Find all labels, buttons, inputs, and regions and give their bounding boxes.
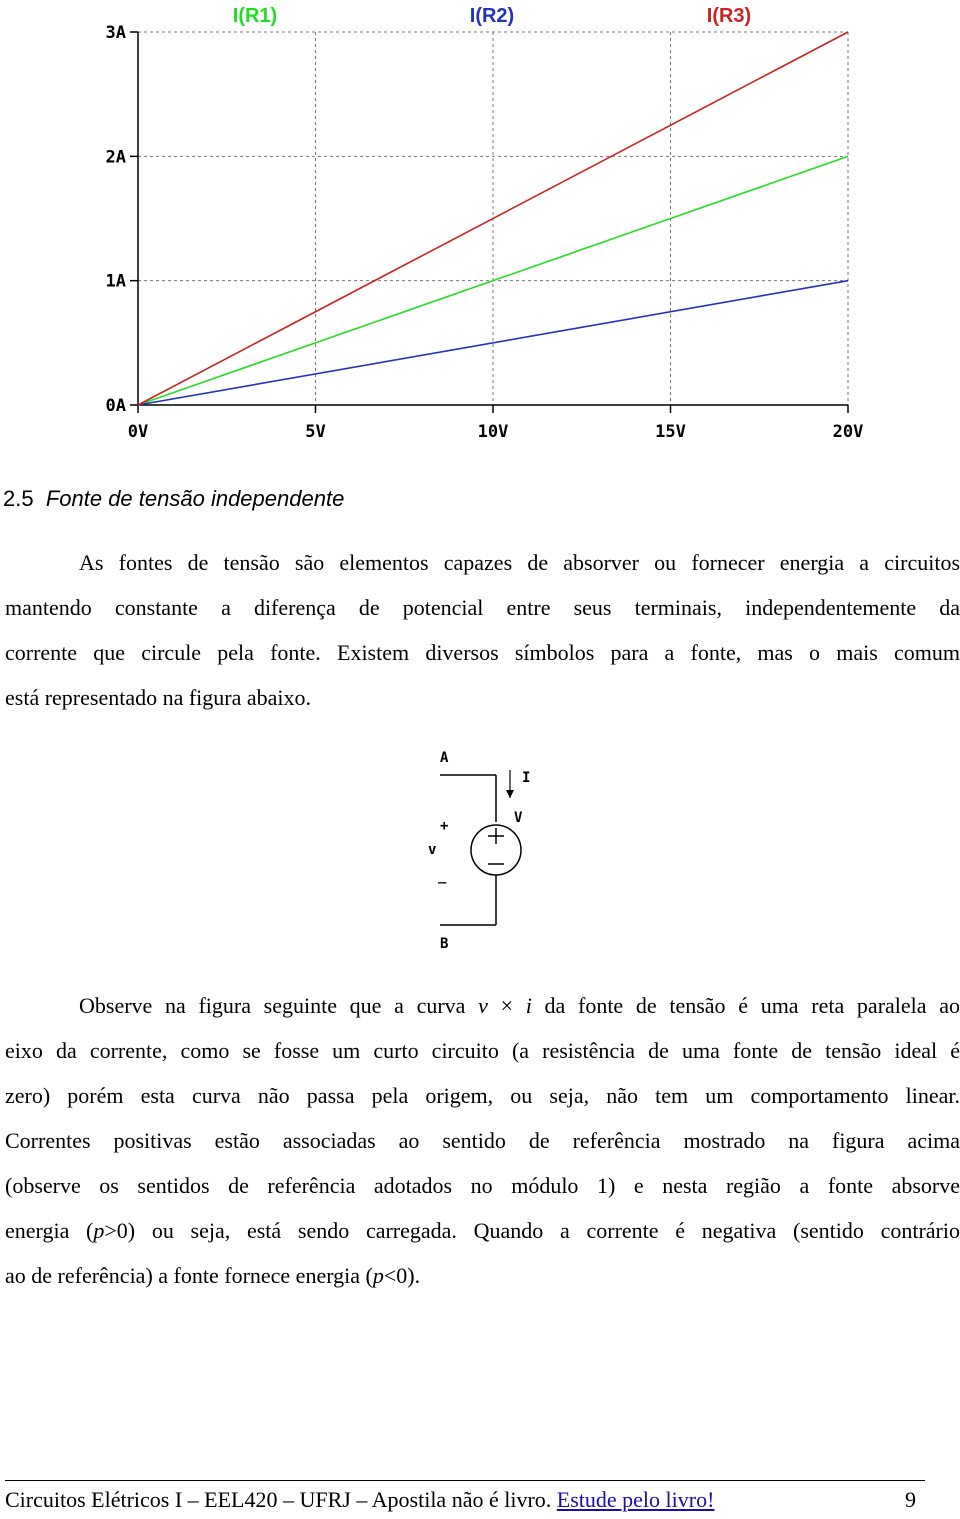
- paragraph-line: Observe na figura seguinte que a curva v × i da fonte de tensão é uma reta paralela ao: [79, 993, 960, 1018]
- chart-legend: [233, 5, 751, 27]
- page-number: 9: [905, 1487, 916, 1512]
- paragraph-line: está representado na figura abaixo.: [5, 685, 312, 710]
- x-tick-label: 10V: [477, 422, 509, 442]
- voltage-source-diagram: [400, 740, 560, 960]
- legend-entry: I(R2): [469, 5, 515, 27]
- minus-label: _: [438, 868, 447, 884]
- y-tick-label: 0A: [105, 396, 126, 416]
- paragraph-line: eixo da corrente, como se fosse um curto circuito (a resistência de uma fonte de tensão ideal é: [5, 1038, 960, 1063]
- legend-entry: I(R3): [706, 5, 752, 27]
- y-tick-labels: [106, 23, 126, 416]
- x-tick-label: 5V: [305, 422, 326, 442]
- section-title: Fonte de tensão independente: [45, 486, 345, 511]
- paragraph-line: (observe os sentidos de referência adotados no módulo 1) e nesta região a fonte absorve: [5, 1173, 960, 1198]
- section-heading: [3, 486, 344, 512]
- paragraph-intro: [5, 540, 960, 720]
- x-tick-label: 15V: [655, 422, 686, 442]
- v-label: v: [428, 842, 437, 858]
- iv-chart: [0, 0, 960, 450]
- voltage-label: V: [514, 810, 523, 826]
- y-tick-label: 3A: [105, 23, 126, 43]
- plus-label: +: [440, 818, 449, 834]
- node-b-label: B: [440, 936, 449, 952]
- footer-text: Circuitos Elétricos I – EEL420 – UFRJ – Apostila não é livro.: [5, 1487, 557, 1512]
- paragraph-line: mantendo constante a diferença de potencial entre seus terminais, independentemente da: [5, 595, 960, 620]
- x-tick-label: 20V: [832, 422, 864, 442]
- section-number: 2.5: [3, 486, 34, 511]
- current-label: I: [522, 770, 531, 786]
- page-footer: [5, 1487, 714, 1513]
- legend-entry: I(R1): [232, 5, 278, 27]
- x-tick-label: 0V: [127, 422, 149, 442]
- x-tick-labels: [128, 422, 864, 442]
- paragraph-line: corrente que circule pela fonte. Existem diversos símbolos para a fonte, mas o mais comum: [5, 640, 960, 665]
- footer-link[interactable]: Estude pelo livro!: [556, 1487, 715, 1512]
- current-arrow-head: [506, 790, 514, 798]
- y-tick-label: 2A: [105, 147, 126, 168]
- footer-divider: [5, 1480, 925, 1481]
- paragraph-line: Correntes positivas estão associadas ao sentido de referência mostrado na figura acima: [5, 1128, 960, 1153]
- node-a-label: A: [440, 750, 449, 766]
- paragraph-line: ao de referência) a fonte fornece energia (p<0).: [5, 1263, 421, 1288]
- y-tick-label: 1A: [105, 271, 126, 292]
- paragraph-line: zero) porém esta curva não passa pela origem, ou seja, não tem um comportamento linear.: [5, 1083, 960, 1108]
- paragraph-line: As fontes de tensão são elementos capazes de absorver ou fornecer energia a circuitos: [79, 550, 960, 575]
- paragraph-line: energia (p>0) ou seja, está sendo carregada. Quando a corrente é negativa (sentido contrário: [5, 1218, 960, 1243]
- series-line-1: [138, 156, 848, 405]
- paragraph-observe: [5, 983, 960, 1298]
